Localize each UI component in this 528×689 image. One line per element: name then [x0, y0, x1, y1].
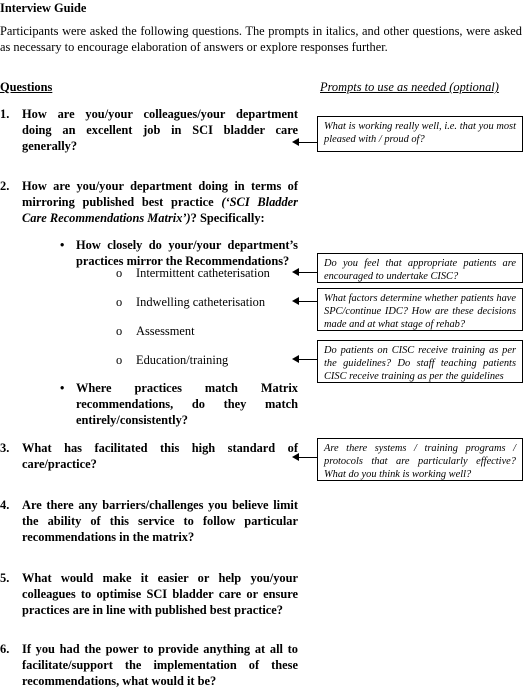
prompt-box-2: Do you feel that appropriate patients are encouraged to undertake CISC?	[317, 253, 523, 283]
prompts-heading: Prompts to use as needed (optional)	[320, 80, 499, 94]
bullet-text: Where practices match Matrix recommendations, do they match entirely/consistently?	[76, 381, 298, 427]
prompt-box-3: What factors determine whether patients have SPC/continue IDC? How are these decisions made and at what stage of rehab?	[317, 288, 523, 331]
question-2	[0, 178, 298, 226]
question-text: How are you/your colleagues/your department doing an excellent job in SCI bladder care generally?	[22, 107, 298, 153]
intro-paragraph: Participants were asked the following questions. The prompts in italics, and other questions, were asked as necessary to encourage elaboration of answers or explore responses further.	[0, 24, 522, 54]
question-number: 4.	[0, 498, 10, 512]
arrow-left-icon	[298, 457, 317, 458]
bullet-symbol: •	[60, 238, 65, 252]
bullet-symbol: •	[60, 381, 65, 395]
question-3	[0, 440, 298, 472]
bullet-text: How closely do your/your department’s practices mirror the Recommendations?	[76, 238, 298, 268]
arrow-left-icon	[298, 142, 317, 143]
subitem-education-training	[116, 352, 306, 368]
question-number: 1.	[0, 107, 10, 121]
circle-bullet-icon: o	[116, 353, 123, 367]
question-text: Are there any barriers/challenges you believe limit the ability of this service to follow particular recommendations in the matrix?	[22, 498, 298, 544]
prompt-box-4: Do patients on CISC receive training as per the guidelines? Do staff teaching patients CISC receive training as per the guidelines	[317, 340, 523, 383]
subitem-assessment	[116, 323, 306, 339]
subitem-text: Education/training	[136, 353, 229, 367]
arrow-left-icon	[298, 272, 317, 273]
questions-heading: Questions	[0, 80, 53, 94]
question-number: 2.	[0, 179, 10, 193]
document-title: Interview Guide	[0, 1, 87, 15]
question-number: 6.	[0, 642, 10, 656]
prompt-box-5: Are there systems / training programs / protocols that are particularly effective? What do you think is working well?	[317, 438, 523, 481]
question-number: 5.	[0, 571, 10, 585]
question-6	[0, 641, 298, 689]
question-number: 3.	[0, 441, 10, 455]
question-text: What would make it easier or help you/your colleagues to optimise SCI bladder care or ensure practices are in line with published best practice?	[22, 571, 298, 617]
circle-bullet-icon: o	[116, 324, 123, 338]
question-1	[0, 106, 298, 154]
question-text: How are you/your department doing in terms of mirroring published best practice (‘SCI Bladder Care Recommendations Matrix’)? Specifically:	[22, 179, 298, 225]
arrow-left-icon	[298, 359, 317, 360]
circle-bullet-icon: o	[116, 266, 123, 280]
matrix-title: (‘SCI Bladder Care Recommendations Matrix’)	[22, 195, 298, 225]
question-text: What has facilitated this high standard of care/practice?	[22, 441, 298, 471]
arrow-left-icon	[298, 301, 317, 302]
subitem-text: Assessment	[136, 324, 195, 338]
prompt-box-1: What is working really well, i.e. that you most pleased with / proud of?	[317, 116, 523, 152]
question-4	[0, 497, 298, 545]
bullet-item	[60, 380, 298, 428]
question-text: If you had the power to provide anything at all to facilitate/support the implementation of these recommendations, what would it be?	[22, 642, 298, 688]
subitem-text: Indwelling catheterisation	[136, 295, 266, 309]
subitem-intermittent-catheterisation	[116, 265, 306, 281]
subitem-text: Intermittent catheterisation	[136, 266, 270, 280]
question-5	[0, 570, 298, 618]
subitem-indwelling-catheterisation	[116, 294, 306, 310]
circle-bullet-icon: o	[116, 295, 123, 309]
